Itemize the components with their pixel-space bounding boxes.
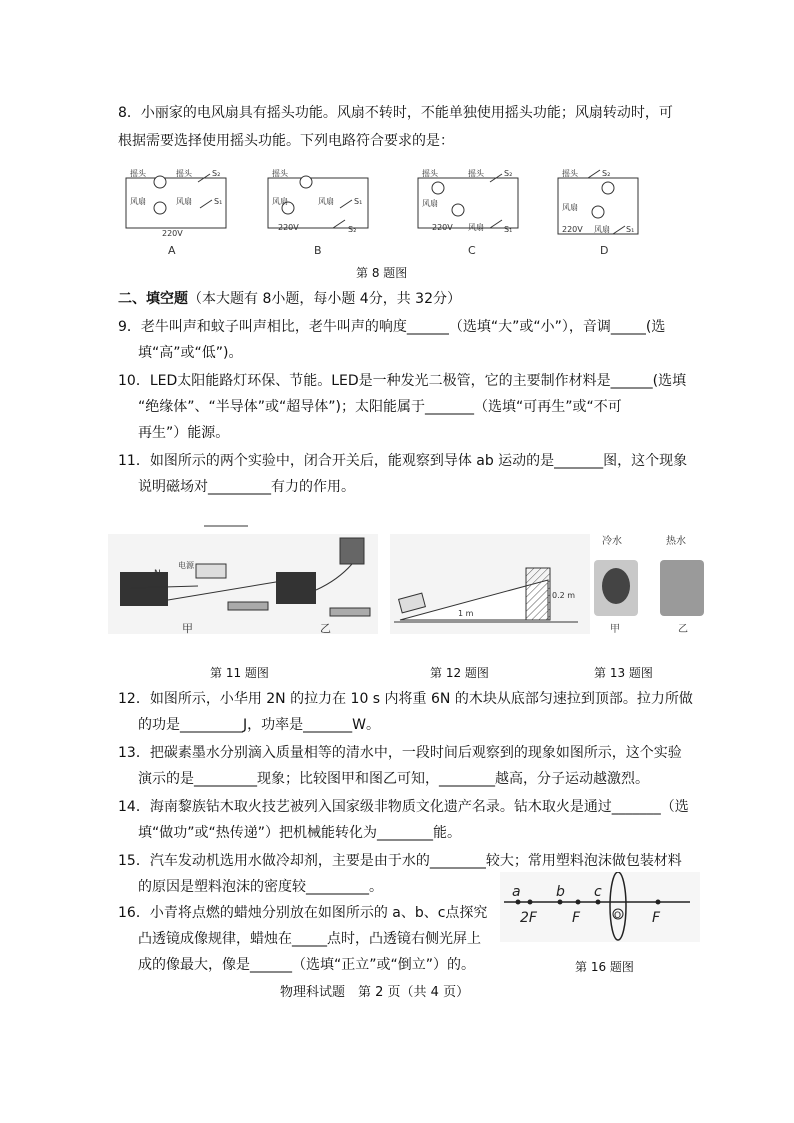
q9-line2: 填“高”或“低”)。 bbox=[138, 345, 243, 361]
q9-line1: 9．老牛叫声和蚊子叫声相比，老牛叫声的响度______（选填“大”或“小”），音调_____(选 bbox=[118, 319, 666, 335]
section2-heading bbox=[118, 290, 461, 308]
q14-line1: 14．海南黎族钻木取火技艺被列入国家级非物质文化遗产名录。钻木取火是通过_______（选 bbox=[118, 799, 689, 815]
circuit-d-top-label: 摇头 bbox=[562, 169, 578, 178]
label-b: b bbox=[556, 884, 565, 900]
q15-line2: 的原因是塑料泡沫的密度较_________。 bbox=[138, 879, 383, 895]
lens-diagram bbox=[500, 872, 700, 942]
fig11-n-label: N bbox=[154, 569, 161, 579]
circuit-d-letter: D bbox=[600, 244, 609, 257]
circuit-c-voltage: 220V bbox=[432, 223, 453, 232]
fig11-jia: 甲 bbox=[182, 622, 193, 635]
circuit-diagrams bbox=[118, 160, 648, 260]
circuit-d-voltage: 220V bbox=[562, 225, 583, 234]
circuit-d-mid-label: 风扇 bbox=[562, 203, 578, 212]
q16-line3: 成的像最大，像是______（选填“正立”或“倒立”）的。 bbox=[138, 957, 476, 973]
circuit-c-top-label2: 摇头 bbox=[468, 169, 484, 178]
circuit-b-bottom-switch: S₂ bbox=[348, 225, 357, 234]
circuit-b-mid-label: 风扇 bbox=[272, 197, 288, 206]
switch-jia bbox=[228, 602, 268, 610]
magnet-jia bbox=[120, 572, 168, 606]
point-b bbox=[558, 900, 563, 905]
beaker-hot bbox=[660, 560, 704, 616]
q15-line1: 15．汽车发动机选用水做冷却剂，主要是由于水的________较大；常用塑料泡沫做包装材料 bbox=[118, 853, 682, 869]
circuit-a-top-label2: 摇头 bbox=[176, 169, 192, 178]
q16-line2: 凸透镜成像规律，蜡烛在_____点时，凸透镜右侧光屏上 bbox=[138, 931, 481, 947]
fig12-caption: 第 12 题图 bbox=[430, 666, 489, 680]
circuit-a-top-label: 摇头 bbox=[130, 169, 146, 178]
fig11-yi: 乙 bbox=[320, 622, 331, 635]
circuit-b-mid-switch: S₁ bbox=[354, 197, 363, 206]
q8-line1: 8．小丽家的电风扇具有摇头功能。风扇不转时，不能单独使用摇头功能；风扇转动时，可 bbox=[118, 105, 673, 121]
circuit-c-mid-label2: 风扇 bbox=[468, 223, 484, 232]
point-2f bbox=[528, 900, 533, 905]
circuit-a-voltage: 220V bbox=[162, 229, 183, 238]
circuit-c-top-switch: S₂ bbox=[504, 169, 513, 178]
label-o: O bbox=[614, 911, 622, 921]
circuit-a-mid-label2: 风扇 bbox=[176, 197, 192, 206]
page-footer: 物理科试题 第 2 页（共 4 页） bbox=[280, 985, 470, 1000]
meter-yi bbox=[340, 538, 364, 564]
q11-line2: 说明磁场对_________有力的作用。 bbox=[138, 479, 355, 495]
q10-line3: 再生”）能源。 bbox=[138, 425, 230, 441]
q12-line2: 的功是_________J，功率是_______W。 bbox=[138, 717, 380, 733]
circuit-c-top-label: 摇头 bbox=[422, 169, 438, 178]
q14-line2: 填“做功”或“热传递”）把机械能转化为________能。 bbox=[138, 825, 462, 841]
point-f-right bbox=[656, 900, 661, 905]
fig12-height: 0.2 m bbox=[552, 591, 576, 600]
circuit-b-mid-label2: 风扇 bbox=[318, 197, 334, 206]
figure-8-circuits bbox=[118, 160, 648, 260]
section2-note: （本大题有 8小题，每小题 4分，共 32分） bbox=[188, 291, 461, 307]
label-a: a bbox=[512, 884, 521, 900]
fig11-caption: 第 11 题图 bbox=[210, 666, 269, 680]
q16-line1: 16．小青将点燃的蜡烛分别放在如图所示的 a、b、c点探究 bbox=[118, 905, 488, 921]
switch-yi bbox=[330, 608, 370, 616]
figures-11-12-13 bbox=[108, 520, 708, 650]
fig11-power-label: 电源 bbox=[178, 561, 194, 570]
point-c bbox=[596, 900, 601, 905]
fig13-jia: 甲 bbox=[610, 624, 620, 635]
circuit-d-bottom-switch: S₁ bbox=[626, 225, 635, 234]
label-2f: 2F bbox=[520, 910, 537, 926]
circuit-a-top-switch: S₂ bbox=[212, 169, 221, 178]
fig13-cold: 冷水 bbox=[602, 536, 622, 547]
q13-line1: 13．把碳素墨水分别滴入质量相等的清水中，一段时间后观察到的现象如图所示，这个实验 bbox=[118, 745, 682, 761]
fig8-caption: 第 8 题图 bbox=[356, 266, 408, 280]
circuit-d-top-switch: S₂ bbox=[602, 169, 611, 178]
magnet-yi bbox=[276, 572, 316, 604]
q13-line2: 演示的是_________现象；比较图甲和图乙可知，________越高，分子运动越激烈。 bbox=[138, 771, 649, 787]
label-c: c bbox=[594, 884, 602, 900]
q10-line2: “绝缘体”、“半导体”或“超导体”)；太阳能属于_______（选填“可再生”或“不可 bbox=[138, 399, 622, 415]
figure-16-lens bbox=[500, 872, 700, 942]
label-f-right: F bbox=[652, 910, 661, 926]
point-f-left bbox=[576, 900, 581, 905]
fig13-caption: 第 13 题图 bbox=[594, 666, 653, 680]
circuit-c-bottom-switch: S₁ bbox=[504, 225, 513, 234]
section2-title: 二、填空题 bbox=[118, 291, 188, 307]
q11-line1: 11．如图所示的两个实验中，闭合开关后，能观察到导体 ab 运动的是_______图，这个现象 bbox=[118, 453, 688, 469]
circuit-b-letter: B bbox=[314, 244, 322, 257]
circuit-a-letter: A bbox=[168, 244, 176, 257]
power-supply bbox=[196, 564, 226, 578]
q10-line1: 10．LED太阳能路灯环保、节能。LED是一种发光二极管，它的主要制作材料是______(选填 bbox=[118, 373, 687, 389]
circuit-d-bottom-label: 风扇 bbox=[594, 225, 610, 234]
fig13-hot: 热水 bbox=[666, 536, 686, 547]
point-a bbox=[516, 900, 521, 905]
incline-support bbox=[526, 568, 550, 620]
figures-row bbox=[108, 520, 708, 650]
label-f-left: F bbox=[572, 910, 581, 926]
q12-line1: 12．如图所示，小华用 2N 的拉力在 10 s 内将重 6N 的木块从底部匀速拉到顶部。拉力所做 bbox=[118, 691, 693, 707]
circuit-b-top-label: 摇头 bbox=[272, 169, 288, 178]
fig12-length: 1 m bbox=[458, 609, 474, 618]
fig16-caption: 第 16 题图 bbox=[575, 960, 634, 974]
circuit-a-mid-label: 风扇 bbox=[130, 197, 146, 206]
q8-line2: 根据需要选择使用摇头功能。下列电路符合要求的是： bbox=[118, 133, 454, 149]
circuit-c-letter: C bbox=[468, 244, 476, 257]
fig13-yi: 乙 bbox=[678, 624, 688, 635]
circuit-c-mid-label: 风扇 bbox=[422, 199, 438, 208]
circuit-b-voltage: 220V bbox=[278, 223, 299, 232]
circuit-a-mid-switch: S₁ bbox=[214, 197, 223, 206]
